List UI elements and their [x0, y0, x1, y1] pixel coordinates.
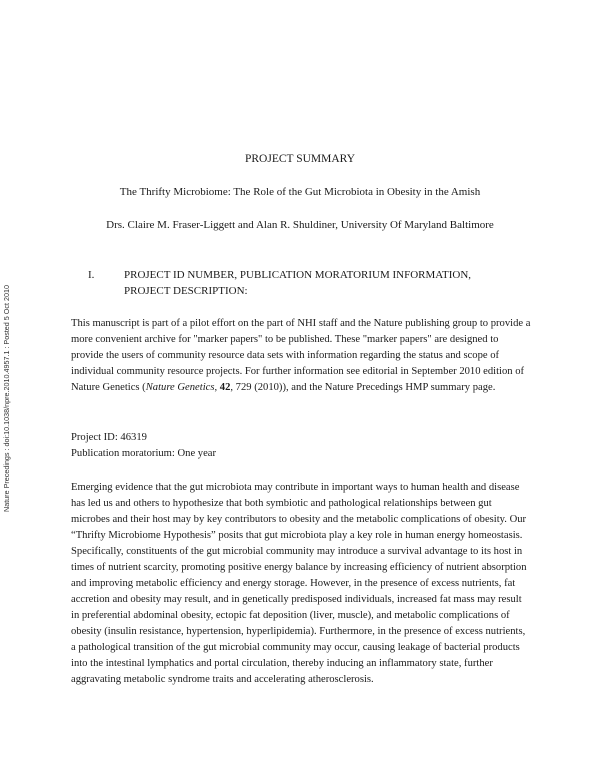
abstract-paragraph: Emerging evidence that the gut microbiota may contribute in important ways to human health and disease has led us and others to hypothesize that both symbiotic and pathological relationships between gut microbes and their host may by key contributors to obesity and the metabolic complications of obesity. Our “Thrifty Microbiome Hypothesis” posits that gut microbiota play a key role in human energy homeostasis. Specifically, constituents of the gut microbial community may introduce a survival advantage to its host in times of nutrient scarcity, promoting positive energy balance by increasing efficiency of nutrient absorption and improving metabolic efficiency and energy storage. However, in the presence of excess nutrients, fat accretion and obesity may result, and in genetically predisposed individuals, increased fat mass may result in preferential abdominal obesity, ectopic fat deposition (liver, muscle), and metabolic complications of obesity (insulin resistance, hypertension, hyperlipidemia). Furthermore, in the presence of excess nutrients, a pathological transition of the gut microbial community may occur, causing leakage of bacterial products into the intestinal lymphatics and portal circulation, thereby inducing an inflammatory state, further aggravating metabolic syndrome traits and accelerating atherosclerosis. — [71, 482, 527, 685]
intro-text-after: , 729 (2010)), and the Nature Precedings HMP summary page. — [230, 382, 496, 393]
section-title-line-2: PROJECT DESCRIPTION: — [124, 285, 248, 297]
page-title: PROJECT SUMMARY — [244, 153, 356, 165]
project-id: Project ID: 46319 — [71, 432, 147, 443]
paper-title: The Thrifty Microbiome: The Role of the Gut Microbiota in Obesity in the Amish — [119, 186, 481, 198]
section-number: I. — [88, 269, 95, 281]
journal-volume: 42 — [219, 382, 231, 393]
intro-text-before: This manuscript is part of a pilot effort on the part of NHI staff and the Nature publishing group to provide a more convenient archive for "marker papers" to be published. These "marker papers" are designed to provide the users of community resource data sets with information regarding the status and scope of individual community resource projects. For further information see editorial in September 2010 edition of Nature Genetics ( — [71, 318, 531, 393]
intro-sep: , — [214, 382, 220, 393]
section-title — [124, 267, 524, 299]
section-title-line-1: PROJECT ID NUMBER, PUBLICATION MORATORIUM INFORMATION, — [124, 269, 472, 281]
project-meta — [71, 430, 531, 462]
authors-line: Drs. Claire M. Fraser-Liggett and Alan R. Shuldiner, University Of Maryland Baltimore — [106, 219, 494, 231]
journal-name: Nature Genetics — [145, 382, 215, 393]
intro-paragraph — [71, 316, 531, 396]
publication-moratorium: Publication moratorium: One year — [71, 448, 217, 459]
side-stamp-text: Nature Precedings : doi:10.1038/npre.2010.4957.1 : Posted 5 Oct 2010 — [2, 285, 11, 512]
